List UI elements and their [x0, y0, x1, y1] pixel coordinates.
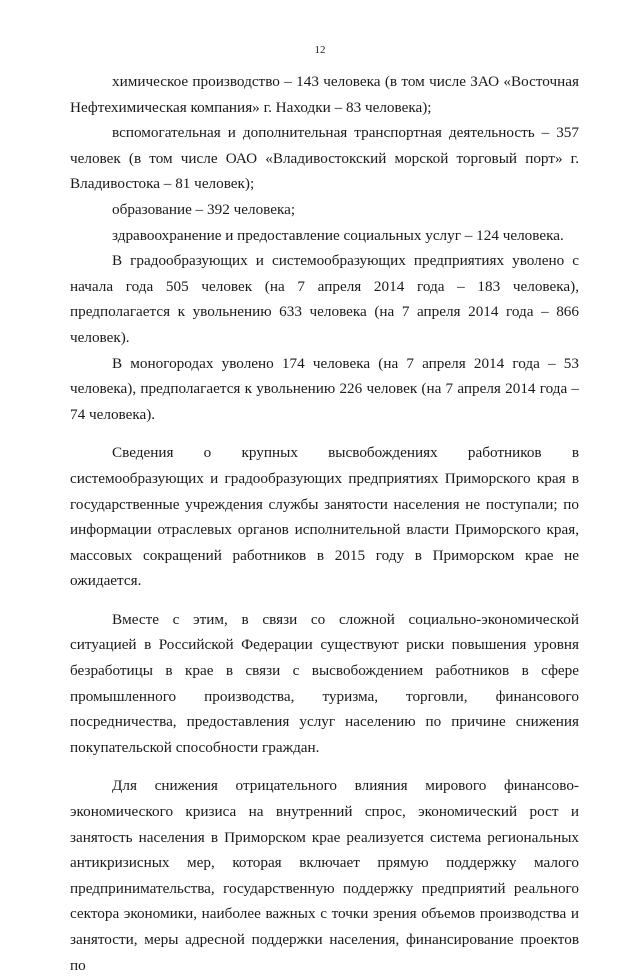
paragraph-chemical-production: химическое производство – 143 человека (в том числе ЗАО «Восточная Нефтехимическая компания» г. Находки – 83 человека); [70, 73, 579, 116]
paragraph-city-forming-enterprises: В градообразующих и системообразующих предприятиях уволено с начала года 505 человек (на 7 апреля 2014 года – 183 человека), предполагается к увольнению 633 человека (на 7 апреля 2014 года – 866 человек). [70, 252, 579, 346]
page-number: 12 [314, 44, 326, 56]
document-body [70, 69, 579, 978]
paragraph-transport-activity: вспомогательная и дополнительная транспортная деятельность – 357 человек (в том числе ОАО «Владивостокский морской торговый порт» г. Владивостока – 81 человек); [70, 124, 579, 193]
paragraph-mass-layoffs: Сведения о крупных высвобождениях работников в системообразующих и градообразующих предприятиях Приморского края в государственные учреждения службы занятости населения не поступали; по информации отраслевых органов исполнительной власти Приморского края, массовых сокращений работников в 2015 году в Приморском крае не ожидается. [70, 444, 579, 590]
paragraph-education: образование – 392 человека; [112, 200, 296, 218]
paragraph-healthcare: здравоохранение и предоставление социальных услуг – 124 человека. [112, 226, 564, 244]
paragraph-unemployment-risks: Вместе с этим, в связи со сложной социально-экономической ситуацией в Российской Федерации существуют риски повышения уровня безработицы в крае в связи с высвобождением работников в сфере промышленного производства, туризма, торговли, финансового посредничества, предоставления услуг населению по причине снижения покупательской способности граждан. [70, 610, 579, 756]
paragraph-anti-crisis-measures: Для снижения отрицательного влияния мирового финансово-экономического кризиса на внутренний спрос, экономический рост и занятость населения в Приморском крае реализуется система региональных антикризисных мер, которая включает прямую поддержку малого предпринимательства, государственную поддержку предприятий реального сектора экономики, наиболее важных с точки зрения объемов производства и занятости, меры адресной поддержки населения, финансирование проектов по [70, 777, 579, 974]
paragraph-monotowns: В моногородах уволено 174 человека (на 7 апреля 2014 года – 53 человека), предполагается к увольнению 226 человек (на 7 апреля 2014 года – 74 человека). [70, 354, 579, 423]
